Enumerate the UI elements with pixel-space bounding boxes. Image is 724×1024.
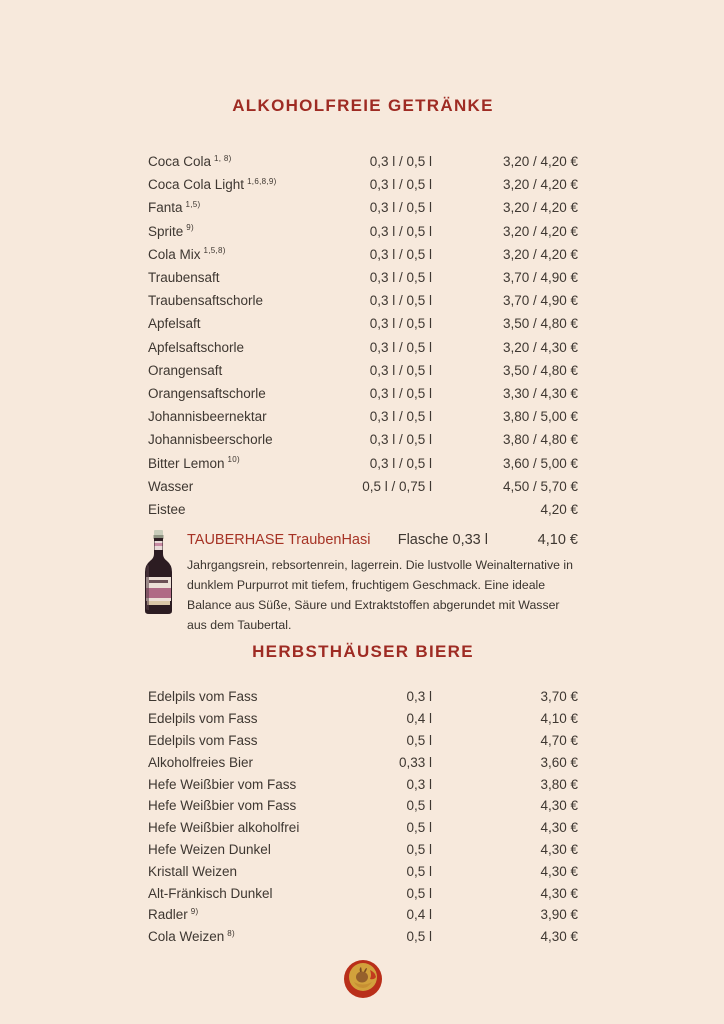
item-volume: 0,3 l / 0,5 l [369,246,432,262]
item-name: Wasser [148,478,194,494]
item-name: Orangensaftschorle [148,385,266,401]
beers-table [148,686,578,948]
tauberhase-emblem-icon [344,960,382,998]
feature-header [187,530,578,550]
menu-row [148,882,578,904]
item-name: Traubensaft [148,270,220,286]
item-price: 4,70 € [540,732,578,748]
item-price: 3,20 / 4,20 € [502,154,578,170]
item-price: 3,20 / 4,20 € [502,177,578,193]
item-name: Eistee [148,501,186,517]
item-name: Hefe Weißbier vom Fass [148,776,297,792]
item-name: Cola Mix $^{1,5,8)}$ [148,246,226,262]
item-price: 4,30 € [540,841,578,857]
feature-body [187,530,578,635]
menu-row [148,220,578,243]
drinks-section-title: ALKOHOLFREIE GETRÄNKE [232,96,494,115]
item-price: 3,60 € [540,754,578,770]
menu-row [148,359,578,382]
item-volume: 0,5 l [406,798,432,814]
item-price: 4,30 € [540,885,578,901]
item-name: Edelpils vom Fass [148,689,258,705]
menu-row [148,289,578,312]
item-footnote: 1,5) [185,199,201,209]
item-volume: 0,3 l / 0,5 l [369,293,432,309]
item-price: 3,50 / 4,80 € [502,362,578,378]
item-name: Coca Cola $^{1, 8)}$ [148,153,232,170]
item-volume: 0,5 l [406,732,432,748]
item-name: Sprite $^{9)}$ [148,223,194,239]
item-footnote: 10) [227,455,241,465]
item-price: 3,20 / 4,20 € [502,246,578,262]
menu-row [148,860,578,882]
item-volume: 0,3 l / 0,5 l [369,200,432,216]
menu-row [148,795,578,817]
item-volume: 0,3 l / 0,5 l [369,385,432,401]
item-name: Alkoholfreies Bier [148,754,254,770]
item-name: Radler $^{9)}$ [148,906,199,923]
menu-row [148,336,578,359]
menu-row [148,773,578,795]
item-price: 3,90 € [540,907,578,923]
item-volume: 0,4 l [406,711,432,727]
menu-row [148,686,578,708]
menu-row [148,904,578,926]
menu-row [148,405,578,428]
item-price: 3,20 / 4,20 € [502,223,578,239]
item-price: 4,30 € [540,820,578,836]
item-footnote: 8) [227,928,236,938]
item-price: 3,80 / 5,00 € [502,409,578,425]
item-price: 3,70 / 4,90 € [502,270,578,286]
item-price: 3,70 € [540,689,578,705]
item-footnote: 1,5,8) [203,246,226,256]
item-footnote: 1,6,8,9) [247,176,277,186]
item-price: 3,80 / 4,80 € [502,432,578,448]
item-volume: 0,4 l [406,907,432,923]
footer [148,960,578,998]
item-price: 3,80 € [540,776,578,792]
item-price: 3,70 / 4,90 € [502,293,578,309]
beers-section-title: HERBSTHÄUSER BIERE [252,642,474,661]
item-footnote: 9) [186,223,194,233]
item-price: 4,10 € [540,711,578,727]
item-name: Bitter Lemon $^{10)}$ [148,455,241,471]
item-volume: 0,3 l / 0,5 l [369,455,432,471]
menu-row [148,451,578,474]
menu-row [148,817,578,839]
item-price: 4,30 € [540,798,578,814]
item-price: 4,30 € [540,929,578,945]
item-price: 4,50 / 5,70 € [502,478,578,494]
feature-title: TAUBERHASE TraubenHasi [187,532,371,548]
menu-row [148,475,578,498]
item-name: Edelpils vom Fass [148,732,258,748]
item-name: Traubensaftschorle [148,293,264,309]
item-price: 3,60 / 5,00 € [502,455,578,471]
item-volume: 0,5 l [406,885,432,901]
item-price: 3,20 / 4,30 € [502,339,578,355]
feature-price: 4,10 € [537,532,578,548]
item-price: 4,20 € [540,501,578,517]
item-price: 3,30 / 4,30 € [502,385,578,401]
feature-product [148,530,578,635]
item-name: Hefe Weizen Dunkel [148,841,271,857]
item-name: Johannisbeernektar [148,409,267,425]
item-price: 3,50 / 4,80 € [502,316,578,332]
menu-row [148,173,578,196]
menu-row [148,839,578,861]
item-name: Fanta $^{1,5)}$ [148,199,201,216]
drinks-table [148,150,578,521]
item-volume: 0,5 l [406,929,432,945]
item-name: Johannisbeerschorle [148,432,273,448]
item-volume: 0,5 l [406,863,432,879]
item-name: Cola Weizen $^{8)}$ [148,928,236,945]
item-volume: 0,5 l [406,841,432,857]
item-volume: 0,3 l / 0,5 l [369,362,432,378]
item-price: 4,30 € [540,863,578,879]
menu-row [148,708,578,730]
item-name: Edelpils vom Fass [148,711,258,727]
item-volume: 0,3 l [406,776,432,792]
item-volume: 0,3 l / 0,5 l [369,316,432,332]
menu-row [148,428,578,451]
menu-row [148,382,578,405]
item-name: Orangensaft [148,362,223,378]
item-volume: 0,3 l / 0,5 l [369,223,432,239]
menu-row [148,926,578,948]
item-volume: 0,3 l [406,689,432,705]
item-name: Hefe Weißbier vom Fass [148,798,297,814]
item-volume: 0,5 l / 0,75 l [362,478,432,494]
menu-row [148,266,578,289]
item-volume: 0,3 l / 0,5 l [369,339,432,355]
item-name: Apfelsaftschorle [148,339,245,355]
bottle-icon [137,530,180,615]
menu-row [148,243,578,266]
item-volume: 0,3 l / 0,5 l [369,409,432,425]
feature-serving: Flasche 0,33 l [397,532,488,548]
feature-description: Jahrgangsrein, rebsortenrein, lagerrein. Die lustvolle Weinalternative in dunklem Purpurrot mit tiefem, fruchtigem Geschmack. Eine ideale Balance aus Süße, Säure und Extraktstoffen abgerundet mit Wasser aus dem Taubertal. [187,558,573,632]
item-name: Hefe Weißbier alkoholfrei [148,820,300,836]
item-volume: 0,33 l [398,754,432,770]
item-volume: 0,3 l / 0,5 l [369,177,432,193]
item-name: Coca Cola Light $^{1,6,8,9)}$ [148,176,277,193]
item-volume: 0,5 l [406,820,432,836]
item-name: Kristall Weizen [148,863,238,879]
item-volume: 0,3 l / 0,5 l [369,154,432,170]
item-volume: 0,3 l / 0,5 l [369,270,432,286]
menu-row [148,312,578,335]
menu-row [148,751,578,773]
item-footnote: 9) [190,906,199,916]
menu-row [148,196,578,219]
item-footnote: 1, 8) [214,153,232,163]
menu-row [148,150,578,173]
item-name: Alt-Fränkisch Dunkel [148,885,273,901]
menu-row [148,498,578,521]
menu-row [148,730,578,752]
item-name: Apfelsaft [148,316,201,332]
item-price: 3,20 / 4,20 € [502,200,578,216]
item-volume: 0,3 l / 0,5 l [369,432,432,448]
